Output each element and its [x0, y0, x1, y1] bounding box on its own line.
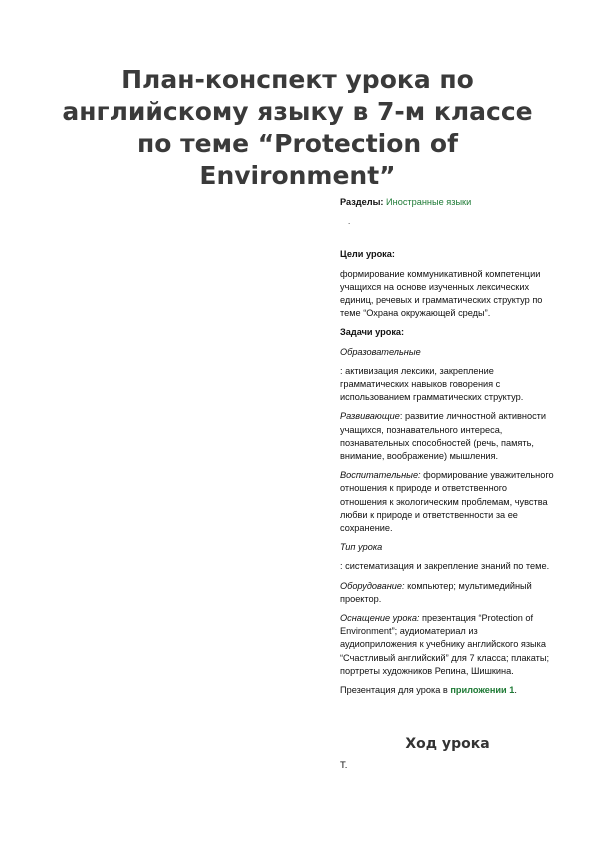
- educational-label: Образовательные: [340, 346, 421, 357]
- sections-line: [340, 196, 555, 209]
- goals-text: формирование коммуникативной компетенции учащихся на основе изученных лексических единиц, речевых и грамматических структур по теме “Охрана окружающей среды”.: [340, 268, 543, 319]
- lesson-type-text: : систематизация и закрепление знаний по теме.: [340, 561, 550, 572]
- presentation-prefix: Презентация для урока в: [340, 685, 451, 696]
- materials-paragraph: [340, 612, 555, 678]
- separator-dot: .: [348, 217, 351, 227]
- tasks-heading: Задачи урока:: [340, 327, 405, 338]
- materials-label: Оснащение урока:: [340, 613, 420, 624]
- upbringing-paragraph: [340, 469, 555, 535]
- presentation-suffix: .: [514, 685, 517, 696]
- equipment-paragraph: [340, 580, 555, 606]
- educational-text: : активизация лексики, закрепление грамматических навыков говорения с использованием грамматических структур.: [340, 365, 524, 403]
- developing-label: Развивающие: [340, 411, 400, 422]
- equipment-text: компьютер; мультимедийный проектор.: [340, 580, 532, 604]
- lesson-progress-heading: Ход урока: [405, 736, 490, 752]
- sections-link[interactable]: Иностранные языки: [386, 197, 472, 207]
- presentation-link[interactable]: приложении 1: [450, 685, 515, 696]
- goals-heading: Цели урока:: [340, 249, 395, 260]
- presentation-line: [340, 684, 555, 697]
- upbringing-label: Воспитательные:: [340, 470, 421, 481]
- document-title: План-конспект урока по английскому языку в 7-м классе по теме “Protection of Environment”: [62, 65, 533, 190]
- developing-text: : развитие личностной активности учащихся, познавательного интереса, познавательных способностей (речь, память, внимание, воображение) мышления.: [340, 411, 547, 462]
- lesson-type-label: Тип урока: [340, 542, 383, 553]
- equipment-label: Оборудование:: [340, 580, 405, 591]
- materials-text: презентация “Protection of Environment”; аудиоматериал из аудиоприложения к учебнику английского языка “Счастливый английский” для 7 класса; плакаты; портреты художников Репина, Шишкина.: [340, 613, 550, 676]
- upbringing-text: формирование уважительного отношения к природе и ответственного отношения к экологическим проблемам, чувства любви к природе и ответственности за ее сохранение.: [340, 470, 554, 534]
- teacher-marker: Т.: [340, 760, 348, 771]
- sections-label: Разделы:: [340, 197, 384, 207]
- lesson-info-column: [340, 196, 555, 703]
- developing-paragraph: [340, 410, 555, 463]
